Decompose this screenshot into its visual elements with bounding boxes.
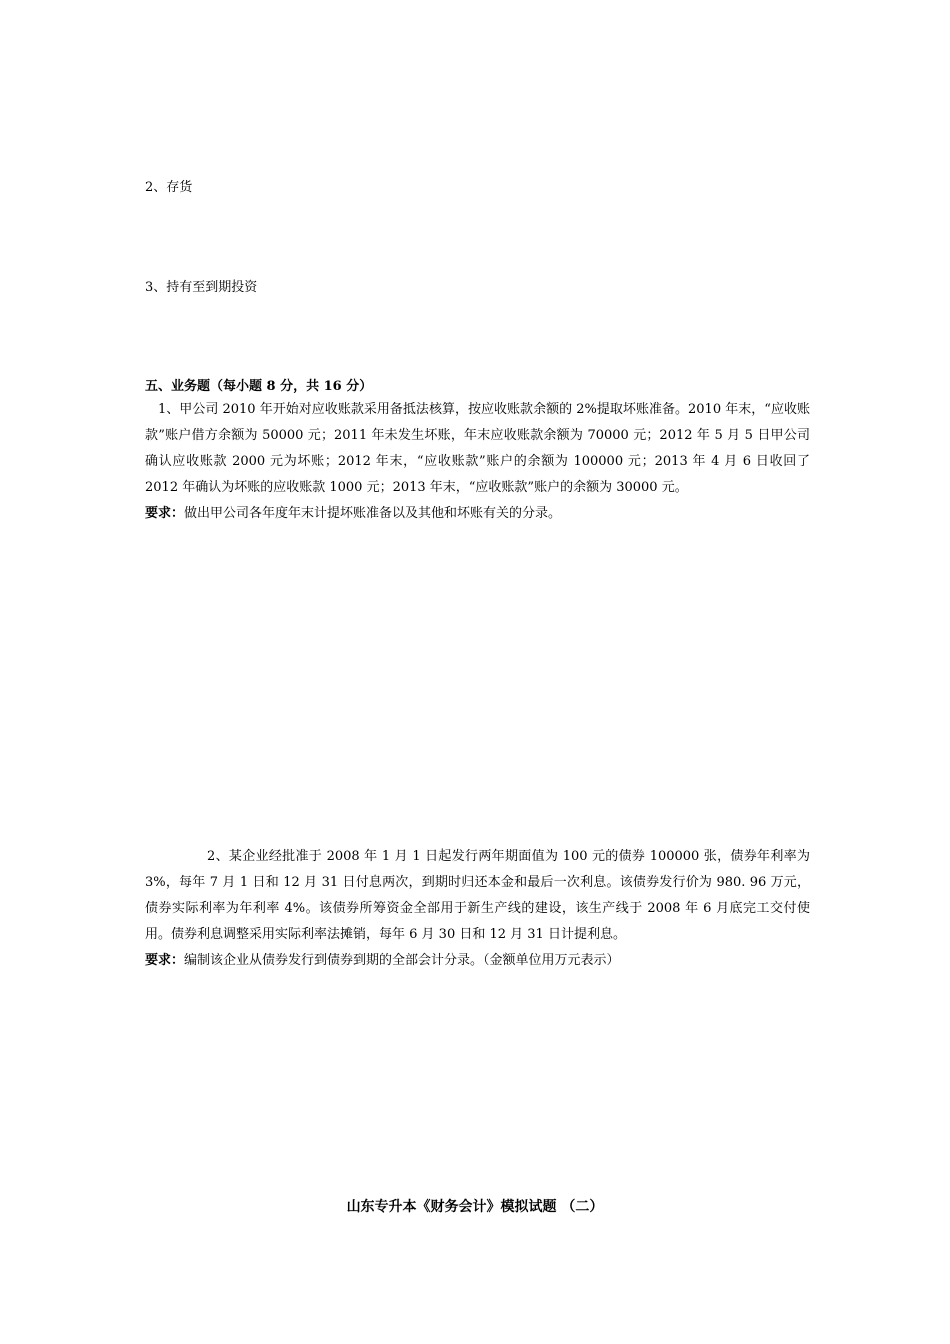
- item-inventory: 2、存货: [145, 180, 193, 195]
- question-1-requirement-text: 做出甲公司各年度年末计提坏账准备以及其他和坏账有关的分录。: [184, 506, 562, 521]
- footer-title: 山东专升本《财务会计》模拟试题 （二）: [346, 1199, 604, 1215]
- question-2-requirement-label: 要求：: [145, 953, 185, 968]
- section-heading: 五、业务题（每小题 8 分，共 16 分）: [145, 379, 373, 394]
- question-2-requirement-text: 编制该企业从债券发行到债券到期的全部会计分录。（金额单位用万元表示）: [184, 953, 620, 968]
- question-2-text: 2、某企业经批准于 2008 年 1 月 1 日起发行两年期面值为 100 元的债券 100000 张，债券年利率为 3%，每年 7 月 1 日和 12 月 31 日付息两次，到期时归还本金和最后一次利息。该债券发行价为 980. 96 万元，债券实际利率为年利率 4%。该债券所筹资金全部用于新生产线的建设，该生产线于 2008 年 6 月底完工交付使用。债券利息调整采用实际利率法摊销，每年 6 月 30 日和 12 月 31 日计提利息。: [145, 849, 810, 942]
- question-2: [145, 844, 810, 974]
- question-1-text: 1、甲公司 2010 年开始对应收账款采用备抵法核算，按应收账款余额的 2%提取坏账准备。2010 年末，“应收账款”账户借方余额为 50000 元；2011 年未发生坏账，年末应收账款余额为 70000 元；2012 年 5 月 5 日甲公司确认应收账款 2000 元为坏账；2012 年末，“应收账款”账户的余额为 100000 元；2013 年 4 月 6 日收回了 2012 年确认为坏账的应收账款 1000 元；2013 年末，“应收账款”账户的余额为 30000 元。: [145, 402, 810, 495]
- question-1: [145, 397, 810, 527]
- question-1-requirement-label: 要求：: [145, 506, 185, 521]
- item-held-to-maturity: 3、持有至到期投资: [145, 280, 258, 295]
